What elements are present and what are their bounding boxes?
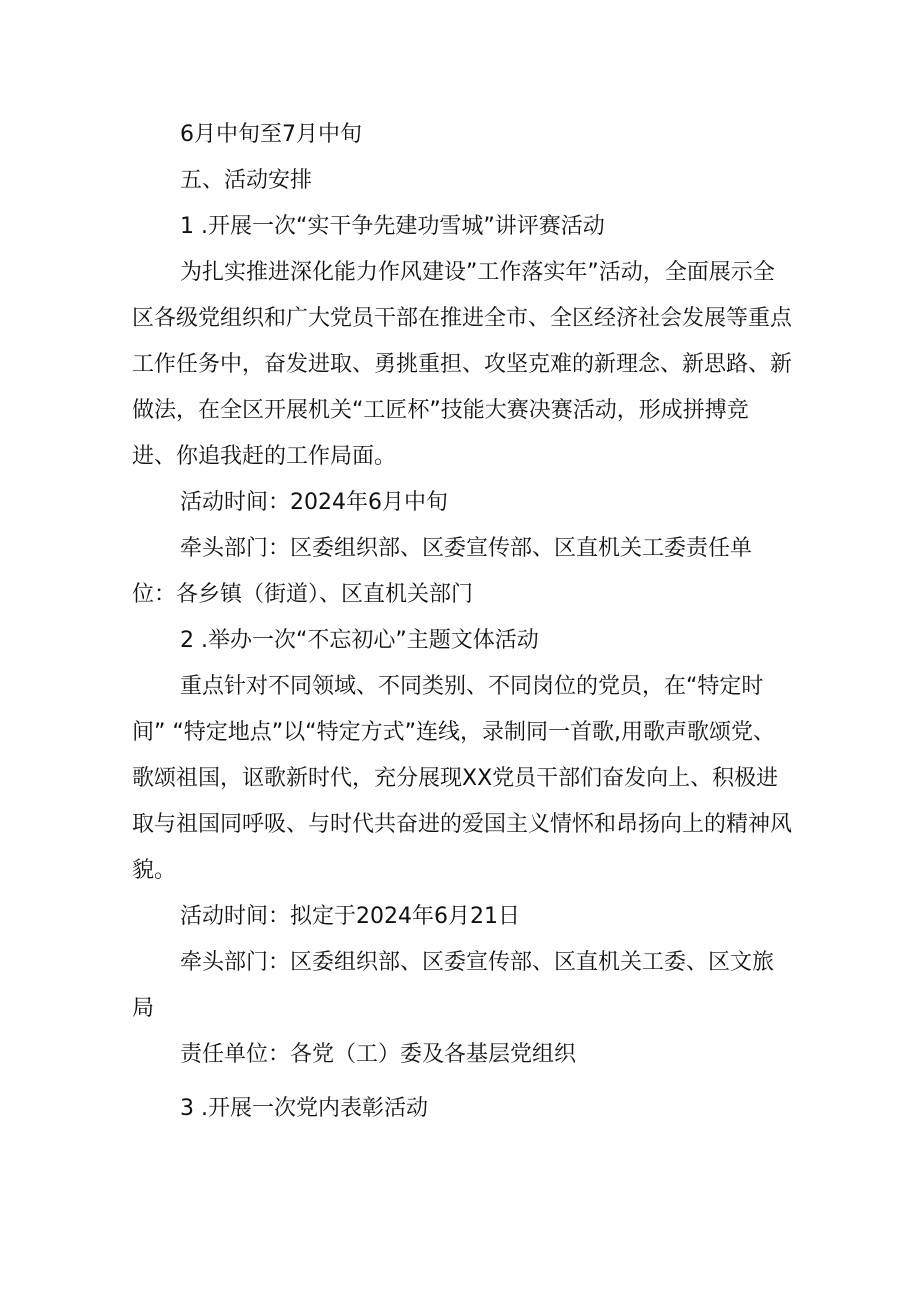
paragraph-item-2-time: 活动时间：拟定于2024年6月21日	[180, 904, 520, 929]
section-heading-activity-arrangement: 五、活动安排	[180, 168, 313, 193]
paragraph-time-range: 6月中旬至7月中旬	[180, 122, 362, 147]
paragraph-item-1-description: 为扎实推进深化能力作风建设”工作落实年”活动，全面展示全区各级党组织和广大党员干部在推进全市、全区经济社会发展等重点工作任务中，奋发进取、勇挑重担、攻坚克难的新理念、新思路、新做法，在全区开展机关“工匠杯”技能大赛决赛活动，形成拼搏竞进、你追我赶的工作局面。	[132, 260, 793, 469]
paragraph-item-2-description: 重点针对不同领域、不同类别、不同岗位的党员，在“特定时间” “特定地点”以“特定方式”连线，录制同一首歌,用歌声歌颂党、歌颂祖国，讴歌新时代，充分展现XX党员干部们奋发向上、积极进取与祖国同呼吸、与时代共奋进的爱国主义情怀和昂扬向上的精神风貌。	[132, 674, 793, 883]
paragraph-item-2-responsible-units: 责任单位：各党（工）委及各基层党组织	[180, 1042, 577, 1067]
item-heading-3: 3 .开展一次党内表彰活动	[180, 1096, 428, 1121]
item-heading-1: 1 .开展一次“实干争先建功雪城”讲评赛活动	[180, 214, 605, 239]
item-heading-2: 2 .举办一次“不忘初心”主题文体活动	[180, 628, 539, 653]
paragraph-item-2-lead-departments: 牵头部门：区委组织部、区委宣传部、区直机关工委、区文旅局	[132, 950, 775, 1021]
document-body	[132, 112, 792, 1132]
paragraph-item-1-time: 活动时间：2024年6月中旬	[180, 490, 448, 515]
paragraph-item-1-departments: 牵头部门：区委组织部、区委宣传部、区直机关工委责任单位：各乡镇（街道）、区直机关部门	[132, 536, 753, 607]
